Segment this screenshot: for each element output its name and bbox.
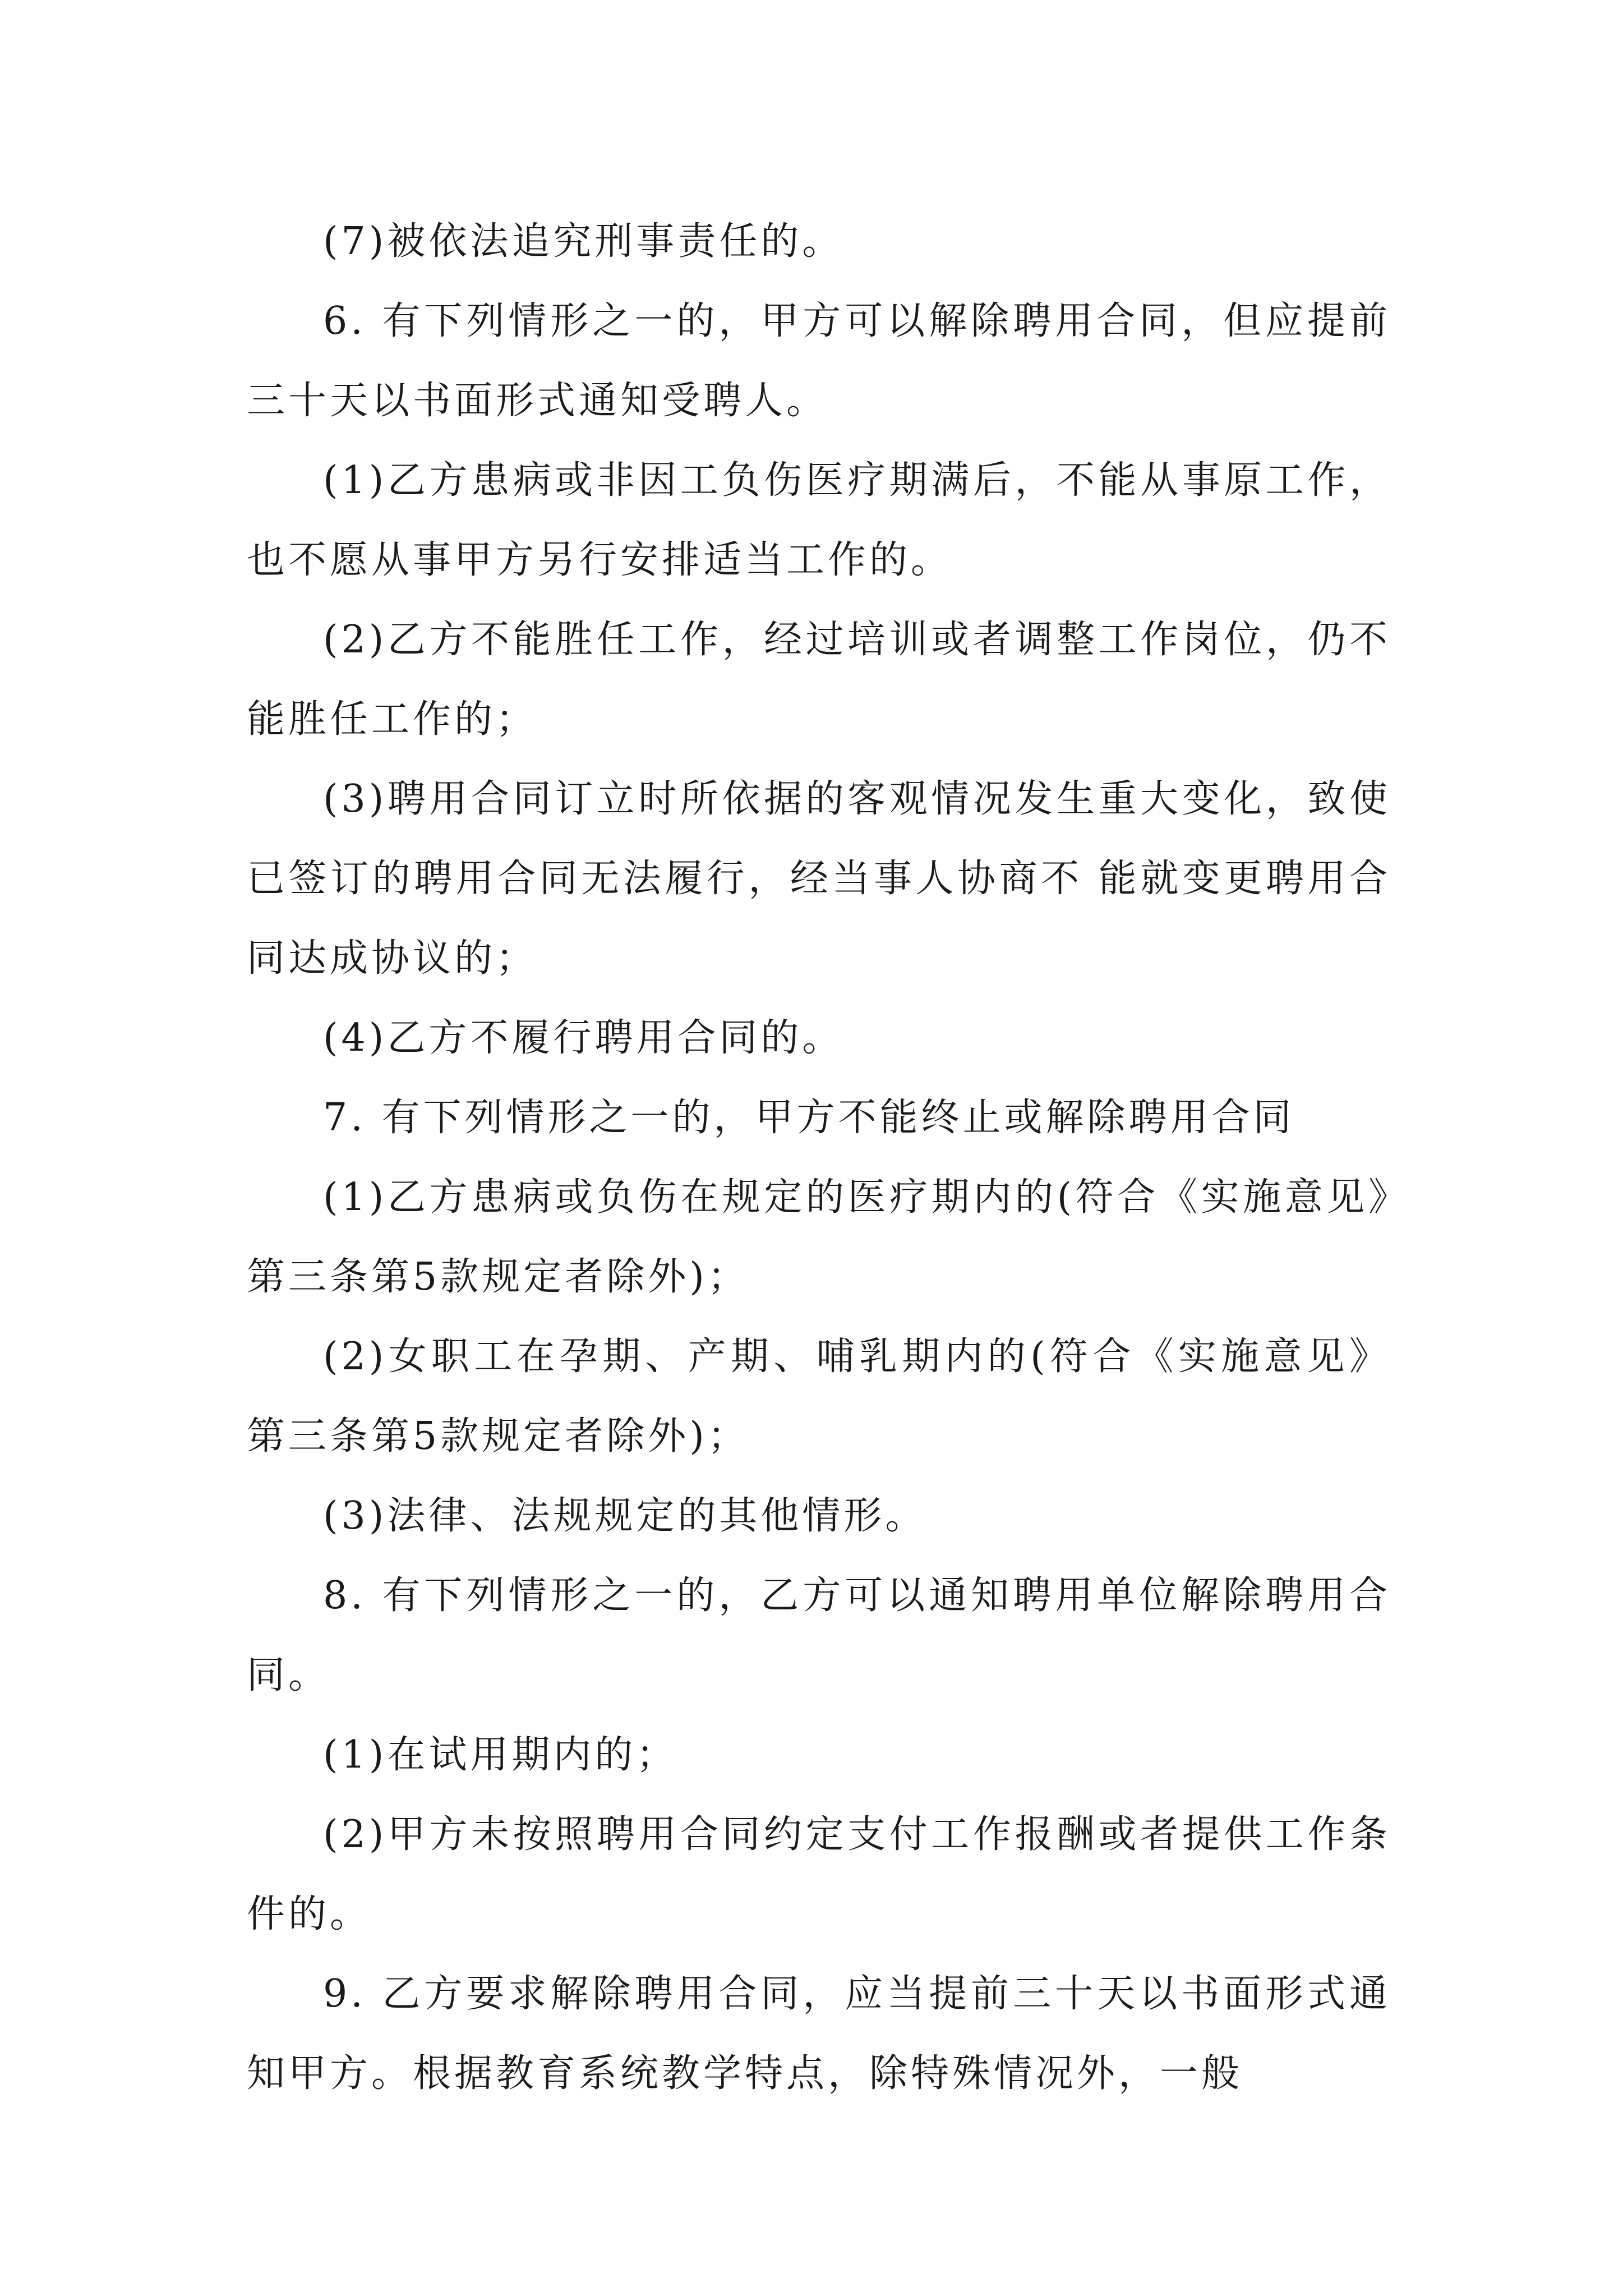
paragraph-7-item-3: (3)法律、法规规定的其他情形。 [323,1494,927,1538]
paragraph-7-item-2: (2)女职工在孕期、产期、哺乳期内的(符合《实施意见》第三条第5款规定者除外)； [247,1335,1391,1458]
paragraph-6-heading: 6. 有下列情形之一的，甲方可以解除聘用合同，但应提前三十天以书面形式通知受聘人。 [247,299,1391,423]
paragraph-8-heading: 8. 有下列情形之一的，乙方可以通知聘用单位解除聘用合同。 [247,1573,1391,1697]
paragraph-8-item-2: (2)甲方未按照聘用合同约定支付工作报酬或者提供工作条件的。 [247,1812,1391,1936]
paragraph-6-item-1: (1)乙方患病或非因工负伤医疗期满后，不能从事原工作，也不愿从事甲方另行安排适当工作的。 [247,458,1391,582]
paragraph-6-item-4: (4)乙方不履行聘用合同的。 [323,1016,844,1060]
paragraph-9-heading: 9. 乙方要求解除聘用合同，应当提前三十天以书面形式通知甲方。根据教育系统教学特点，除特殊情况外，一般 [247,1972,1391,2096]
paragraph-7-heading: 7. 有下列情形之一的，甲方不能终止或解除聘用合同 [323,1096,1295,1140]
paragraph-7-criminal-liability: (7)被依法追究刑事责任的。 [323,219,844,264]
document-body [247,202,1391,2114]
paragraph-6-item-3: (3)聘用合同订立时所依据的客观情况发生重大变化，致使已签订的聘用合同无法履行，经当事人协商不 能就变更聘用合同达成协议的； [247,777,1391,981]
paragraph-7-item-1: (1)乙方患病或负伤在规定的医疗期内的(符合《实施意见》第三条第5款规定者除外)； [247,1175,1391,1299]
paragraph-6-item-2: (2)乙方不能胜任工作，经过培训或者调整工作岗位，仍不能胜任工作的； [247,618,1391,742]
paragraph-8-item-1: (1)在试用期内的； [323,1733,678,1777]
